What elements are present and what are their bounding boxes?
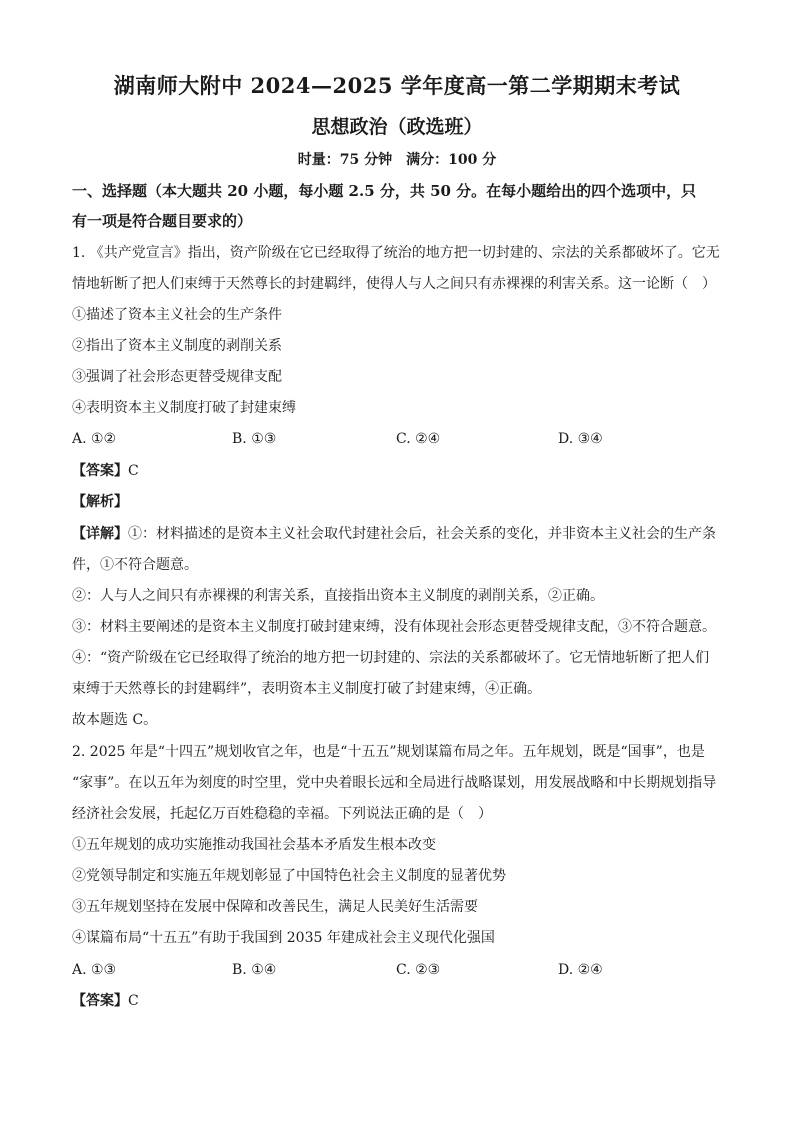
q1-stem-line1: 1. 《共产党宣言》指出，资产阶级在它已经取得了统治的地方把一切封建的、宗法的关系都破坏了。它无 xyxy=(72,245,720,261)
q1-answer xyxy=(72,462,139,480)
q1-item-2: ②指出了资本主义制度的剥削关系 xyxy=(72,338,282,354)
q2-option-c: C. ②③ xyxy=(396,962,441,978)
section-heading-line2: 有一项是符合题目要求的） xyxy=(72,212,253,230)
q1-detail-2: ②：人与人之间只有赤裸裸的利害关系，直接指出资本主义制度的剥削关系，②正确。 xyxy=(72,588,604,604)
q1-detail-1a xyxy=(72,525,716,543)
q1-item-4: ④表明资本主义制度打破了封建束缚 xyxy=(72,400,296,416)
q2-answer xyxy=(72,992,139,1010)
q2-item-2: ②党领导制定和实施五年规划彰显了中国特色社会主义制度的显著优势 xyxy=(72,868,506,884)
q1-detail-1b: 件，①不符合题意。 xyxy=(72,557,198,573)
q1-stem-line2: 情地斩断了把人们束缚于天然尊长的封建羁绊，使得人与人之间只有赤裸裸的利害关系。这一论断（ ） xyxy=(72,276,716,292)
q1-detail-4a: ④：“资产阶级在它已经取得了统治的地方把一切封建的、宗法的关系都破坏了。它无情地斩断了把人们 xyxy=(72,650,710,666)
q2-item-1: ①五年规划的成功实施推动我国社会基本矛盾发生根本改变 xyxy=(72,837,436,853)
detail-text: ①：材料描述的是资本主义社会取代封建社会后，社会关系的变化，并非资本主义社会的生产条 xyxy=(128,526,716,542)
exam-meta: 时量：75 分钟 满分：100 分 xyxy=(297,152,497,168)
q1-item-1: ①描述了资本主义社会的生产条件 xyxy=(72,307,282,323)
answer-tag: 【答案】 xyxy=(72,993,128,1009)
q1-detail-4b: 束缚于天然尊长的封建羁绊”，表明资本主义制度打破了封建束缚，④正确。 xyxy=(72,681,542,697)
section-heading-line1: 一、选择题（本大题共 20 小题，每小题 2.5 分，共 50 分。在每小题给出的四个选项中，只 xyxy=(72,182,697,200)
q1-option-d: D. ③④ xyxy=(558,431,603,447)
q1-detail-3: ③：材料主要阐述的是资本主义制度打破封建束缚，没有体现社会形态更替受规律支配，③不符合题意。 xyxy=(72,619,716,635)
q1-option-b: B. ①③ xyxy=(232,431,277,447)
q2-stem-line1: 2. 2025 年是“十四五”规划收官之年，也是“十五五”规划谋篇布局之年。五年规划，既是“国事”，也是 xyxy=(72,744,705,760)
q2-option-a: A. ①③ xyxy=(72,962,117,978)
detail-tag: 【详解】 xyxy=(72,526,128,542)
q1-item-3: ③强调了社会形态更替受规律支配 xyxy=(72,369,282,385)
q2-stem-line2: “家事”。在以五年为刻度的时空里，党中央着眼长远和全局进行战略谋划，用发展战略和中长期规划指导 xyxy=(72,775,717,791)
q1-option-c: C. ②④ xyxy=(396,431,441,447)
q2-stem-line3: 经济社会发展，托起亿万百姓稳稳的幸福。下列说法正确的是（ ） xyxy=(72,806,492,822)
answer-tag: 【答案】 xyxy=(72,463,128,479)
q1-conclusion: 故本题选 C。 xyxy=(72,712,158,728)
exam-subject: 思想政治（政选班） xyxy=(311,116,483,138)
q1-option-a: A. ①② xyxy=(72,431,117,447)
q2-option-d: D. ②④ xyxy=(558,962,603,978)
q1-analysis-tag: 【解析】 xyxy=(72,494,128,510)
answer-value: C xyxy=(128,993,139,1009)
answer-value: C xyxy=(128,463,139,479)
exam-title: 湖南师大附中 2024—2025 学年度高一第二学期期末考试 xyxy=(113,73,681,98)
q2-option-b: B. ①④ xyxy=(232,962,277,978)
q2-item-4: ④谋篇布局“十五五”有助于我国到 2035 年建成社会主义现代化强国 xyxy=(72,930,495,946)
q2-item-3: ③五年规划坚持在发展中保障和改善民生，满足人民美好生活需要 xyxy=(72,899,478,915)
